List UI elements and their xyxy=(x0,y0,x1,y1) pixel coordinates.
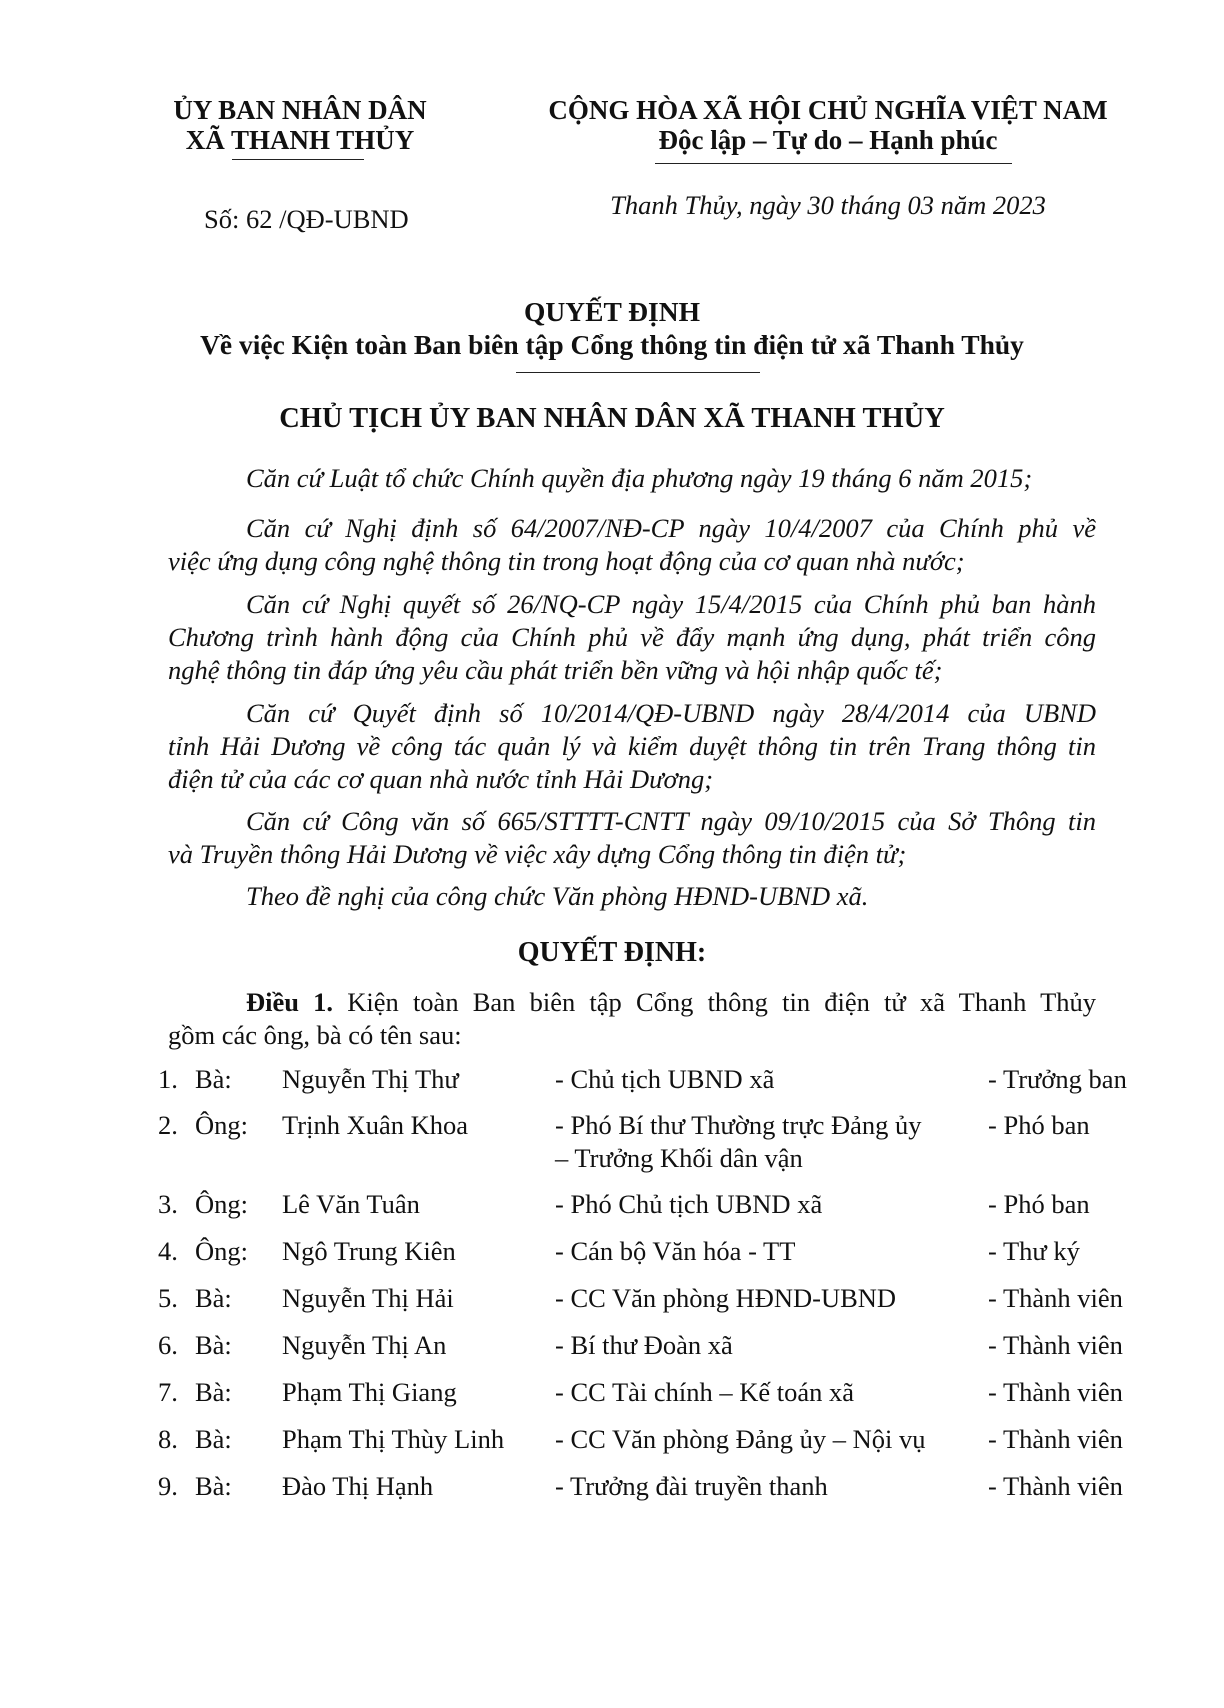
basis-line: việc ứng dụng công nghệ thông tin trong hoạt động của cơ quan nhà nước; xyxy=(168,546,965,576)
member-position: - Trưởng ban xyxy=(988,1064,1127,1094)
member-row xyxy=(0,1110,1224,1190)
member-title: Bà: xyxy=(195,1330,232,1360)
legal-basis xyxy=(168,588,1096,687)
member-number: 3. xyxy=(158,1189,178,1219)
member-number: 2. xyxy=(158,1110,178,1140)
member-position: - Thành viên xyxy=(988,1330,1123,1360)
member-position: - Thành viên xyxy=(988,1283,1123,1313)
member-name: Phạm Thị Giang xyxy=(282,1377,457,1407)
member-role: - Phó Bí thư Thường trực Đảng ủy xyxy=(555,1110,922,1140)
member-role: - Trưởng đài truyền thanh xyxy=(555,1471,828,1501)
member-position: - Thành viên xyxy=(988,1471,1123,1501)
member-role: - CC Tài chính – Kế toán xã xyxy=(555,1377,855,1407)
member-number: 1. xyxy=(158,1064,178,1094)
issuer-commune: XÃ THANH THỦY xyxy=(185,125,415,155)
member-name: Nguyễn Thị An xyxy=(282,1330,447,1360)
decision-heading: QUYẾT ĐỊNH: xyxy=(517,937,707,968)
member-name: Nguyễn Thị Hải xyxy=(282,1283,454,1313)
member-title: Ông: xyxy=(195,1236,248,1266)
member-role-continued: – Trưởng Khối dân vận xyxy=(555,1143,803,1173)
legal-basis xyxy=(168,697,1096,796)
legal-basis xyxy=(168,512,1096,578)
member-position: - Phó ban xyxy=(988,1110,1090,1140)
member-number: 8. xyxy=(158,1424,178,1454)
member-row xyxy=(0,1236,1224,1282)
legal-basis xyxy=(168,462,1096,495)
article-1-line: gồm các ông, bà có tên sau: xyxy=(168,1020,462,1050)
national-title: CỘNG HÒA XÃ HỘI CHỦ NGHĨA VIỆT NAM xyxy=(548,95,1108,125)
basis-line: nghệ thông tin đáp ứng yêu cầu phát triển bền vững và hội nhập quốc tế; xyxy=(168,655,943,685)
member-position: - Thư ký xyxy=(988,1236,1080,1266)
member-number: 4. xyxy=(158,1236,178,1266)
member-position: - Phó ban xyxy=(988,1189,1090,1219)
legal-basis xyxy=(168,880,1096,913)
motto-underline xyxy=(655,163,1012,164)
basis-line: tỉnh Hải Dương về công tác quản lý và kiểm duyệt thông tin trên Trang thông tin xyxy=(168,731,1096,761)
member-title: Bà: xyxy=(195,1064,232,1094)
member-title: Bà: xyxy=(195,1283,232,1313)
member-number: 5. xyxy=(158,1283,178,1313)
member-title: Ông: xyxy=(195,1189,248,1219)
member-title: Bà: xyxy=(195,1424,232,1454)
basis-line: Theo đề nghị của công chức Văn phòng HĐND-UBND xã. xyxy=(246,881,869,911)
issuing-authority: CHỦ TỊCH ỦY BAN NHÂN DÂN XÃ THANH THỦY xyxy=(279,403,945,434)
basis-line: và Truyền thông Hải Dương về việc xây dựng Cổng thông tin điện tử; xyxy=(168,839,907,869)
member-row xyxy=(0,1189,1224,1235)
document-number: Số: 62 /QĐ-UBND xyxy=(204,204,409,234)
member-number: 9. xyxy=(158,1471,178,1501)
national-motto: Độc lập – Tự do – Hạnh phúc xyxy=(658,125,998,155)
member-name: Nguyễn Thị Thư xyxy=(282,1064,459,1094)
place-and-date: Thanh Thủy, ngày 30 tháng 03 năm 2023 xyxy=(610,190,1046,220)
article-1-line xyxy=(168,986,1096,1019)
member-row xyxy=(0,1471,1224,1517)
basis-line: Chương trình hành động của Chính phủ về đẩy mạnh ứng dụng, phát triển công xyxy=(168,622,1096,652)
member-title: Ông: xyxy=(195,1110,248,1140)
member-position: - Thành viên xyxy=(988,1424,1123,1454)
member-name: Ngô Trung Kiên xyxy=(282,1236,456,1266)
member-position: - Thành viên xyxy=(988,1377,1123,1407)
basis-line: Căn cứ Quyết định số 10/2014/QĐ-UBND ngày 28/4/2014 của UBND xyxy=(246,698,1096,728)
issuer-name: ỦY BAN NHÂN DÂN xyxy=(173,95,427,125)
member-role: - CC Văn phòng HĐND-UBND xyxy=(555,1283,897,1313)
document-subject: Về việc Kiện toàn Ban biên tập Cổng thông tin điện tử xã Thanh Thủy xyxy=(200,329,1024,360)
member-role: - Phó Chủ tịch UBND xã xyxy=(555,1189,823,1219)
member-title: Bà: xyxy=(195,1377,232,1407)
member-title: Bà: xyxy=(195,1471,232,1501)
member-role: - CC Văn phòng Đảng ủy – Nội vụ xyxy=(555,1424,926,1454)
document-title: QUYẾT ĐỊNH xyxy=(524,296,700,327)
basis-line: Căn cứ Công văn số 665/STTTT-CNTT ngày 09/10/2015 của Sở Thông tin xyxy=(246,806,1096,836)
subject-underline xyxy=(516,372,760,373)
article-1-text: Kiện toàn Ban biên tập Cổng thông tin điện tử xã Thanh Thủy xyxy=(347,987,1097,1017)
member-row xyxy=(0,1283,1224,1329)
member-row xyxy=(0,1424,1224,1470)
member-role: - Cán bộ Văn hóa - TT xyxy=(555,1236,796,1266)
article-1 xyxy=(168,986,1096,1052)
basis-line: Căn cứ Luật tổ chức Chính quyền địa phương ngày 19 tháng 6 năm 2015; xyxy=(246,463,1033,493)
legal-basis xyxy=(168,805,1096,871)
issuer-underline xyxy=(232,159,364,160)
member-number: 6. xyxy=(158,1330,178,1360)
member-row xyxy=(0,1377,1224,1423)
member-name: Lê Văn Tuân xyxy=(282,1189,420,1219)
member-name: Trịnh Xuân Khoa xyxy=(282,1110,468,1140)
member-name: Phạm Thị Thùy Linh xyxy=(282,1424,505,1454)
member-row xyxy=(0,1064,1224,1110)
member-row xyxy=(0,1330,1224,1376)
basis-line: Căn cứ Nghị quyết số 26/NQ-CP ngày 15/4/2015 của Chính phủ ban hành xyxy=(246,589,1096,619)
member-role: - Chủ tịch UBND xã xyxy=(555,1064,775,1094)
basis-line: điện tử của các cơ quan nhà nước tỉnh Hải Dương; xyxy=(168,764,714,794)
member-number: 7. xyxy=(158,1377,178,1407)
member-name: Đào Thị Hạnh xyxy=(282,1471,434,1501)
article-1-label: Điều 1. xyxy=(246,987,334,1017)
member-role: - Bí thư Đoàn xã xyxy=(555,1330,733,1360)
basis-line: Căn cứ Nghị định số 64/2007/NĐ-CP ngày 10/4/2007 của Chính phủ về xyxy=(246,513,1096,543)
